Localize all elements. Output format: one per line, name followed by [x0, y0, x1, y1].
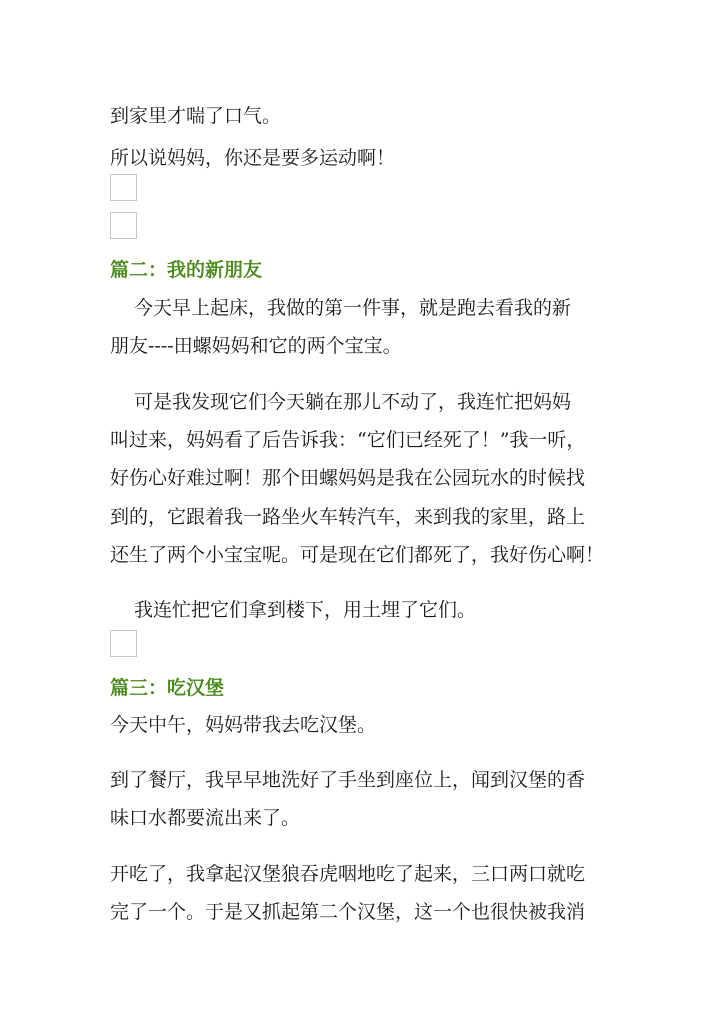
image-placeholder — [110, 630, 137, 657]
paragraph-line: 味口水都要流出来了。 — [110, 807, 301, 829]
paragraph-line: 叫过来，妈妈看了后告诉我：“它们已经死了！”我一听， — [110, 429, 586, 451]
paragraph-line: 好伤心好难过啊！那个田螺妈妈是我在公园玩水的时候找 — [110, 467, 586, 489]
paragraph-line: 到家里才喘了口气。 — [110, 105, 282, 127]
paragraph-line: 今天中午，妈妈带我去吃汉堡。 — [110, 714, 377, 736]
paragraph-line: 到了餐厅，我早早地洗好了手坐到座位上，闻到汉堡的香 — [110, 769, 586, 791]
image-placeholder — [110, 174, 137, 201]
paragraph-line: 开吃了，我拿起汉堡狼吞虎咽地吃了起来，三口两口就吃 — [110, 863, 586, 885]
paragraph-line: 完了一个。于是又抓起第二个汉堡，这一个也很快被我消 — [110, 901, 586, 923]
paragraph-line: 今天早上起床，我做的第一件事，就是跑去看我的新 — [134, 297, 572, 319]
image-placeholder — [110, 212, 137, 239]
paragraph-line: 可是我发现它们今天躺在那儿不动了，我连忙把妈妈 — [134, 391, 572, 413]
paragraph-line: 我连忙把它们拿到楼下，用土埋了它们。 — [134, 599, 477, 621]
section-heading: 篇二：我的新朋友 — [110, 259, 263, 281]
section-heading: 篇三：吃汉堡 — [110, 677, 225, 699]
paragraph-line: 到的，它跟着我一路坐火车转汽车，来到我的家里，路上 — [110, 506, 586, 528]
paragraph-line: 朋友----田螺妈妈和它的两个宝宝。 — [110, 335, 402, 357]
paragraph-line: 所以说妈妈，你还是要多运动啊！ — [110, 147, 396, 169]
paragraph-line: 还生了两个小宝宝呢。可是现在它们都死了，我好伤心啊！ — [110, 544, 605, 566]
